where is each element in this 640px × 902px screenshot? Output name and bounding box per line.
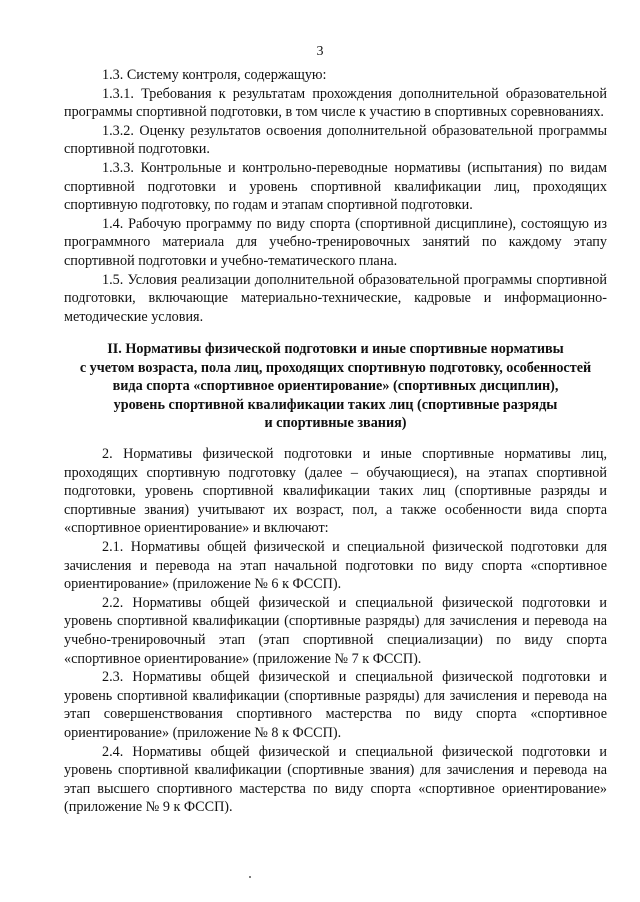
heading-line-5: и спортивные звания) xyxy=(264,415,407,432)
heading-line-3: вида спорта «спортивное ориентирование» (спортивных дисциплин), xyxy=(112,378,559,395)
paragraph-1-3-3: 1.3.3. Контрольные и контрольно-переводные нормативы (испытания) по видам спортивной подготовки и уровень спортивной квалификации лиц, проходящих спортивную подготовку, по годам и этапам спортивной подготовки. xyxy=(64,159,607,214)
section2-heading xyxy=(64,340,607,433)
paragraph-1-3-1: 1.3.1. Требования к результатам прохождения дополнительной образовательной программы спортивной подготовки, в том числе к участию в спортивных соревнованиях. xyxy=(64,85,607,121)
paragraph-1-3: 1.3. Систему контроля, содержащую: xyxy=(102,67,327,83)
heading-line-1: II. Нормативы физической подготовки и иные спортивные нормативы xyxy=(107,341,564,357)
section1-list xyxy=(64,66,607,326)
paragraph-2: 2. Нормативы физической подготовки и иные спортивные нормативы лиц, проходящих спортивную подготовку (далее – обучающиеся), на этапах спортивной подготовки, уровень спортивной квалификации таких лиц (спортивные разряды и спортивные звания) учитывают их возраст, пол, а также особенности вида спорта «спортивное ориентирование» и включают: xyxy=(64,446,607,537)
heading-line-2: с учетом возраста, пола лиц, проходящих спортивную подготовку, особенностей xyxy=(79,359,592,376)
scan-speck xyxy=(249,876,251,878)
section2-list xyxy=(64,445,607,817)
paragraph-1-3-2: 1.3.2. Оценку результатов освоения дополнительной образовательной программы спортивной подготовки. xyxy=(64,122,607,158)
paragraph-2-1: 2.1. Нормативы общей физической и специальной физической подготовки для зачисления и перевода на этап начальной подготовки по виду спорта «спортивное ориентирование» (приложение № 6 к ФССП). xyxy=(64,538,607,593)
page-number: 3 xyxy=(316,44,324,59)
paragraph-2-4: 2.4. Нормативы общей физической и специальной физической подготовки и уровень спортивной квалификации (спортивные звания) для зачисления и перевода на этап высшего спортивного мастерства по виду спорта «спортивное ориентирование» (приложение № 9 к ФССП). xyxy=(64,743,607,816)
paragraph-1-4: 1.4. Рабочую программу по виду спорта (спортивной дисциплине), состоящую из программного материала для учебно-тренировочных занятий по каждому этапу спортивной подготовки и учебно-тематического плана. xyxy=(64,215,607,269)
section-heading xyxy=(64,340,607,433)
paragraph-2-3: 2.3. Нормативы общей физической и специальной физической подготовки и уровень спортивной квалификации (спортивные разряды) для зачисления и перевода на этап совершенствования спортивного мастерства по виду спорта «спортивное ориентирование» (приложение № 8 к ФССП). xyxy=(64,669,607,741)
heading-line-4: уровень спортивной квалификации таких лиц (спортивные разряды xyxy=(113,396,558,413)
paragraph-2-2: 2.2. Нормативы общей физической и специальной физической подготовки и уровень спортивной квалификации (спортивные разряды) для зачисления и перевода на учебно-тренировочный этап (этап спортивной специализации) по виду спорта «спортивное ориентирование» (приложение № 7 к ФССП). xyxy=(64,594,607,667)
paragraph-1-5: 1.5. Условия реализации дополнительной образовательной программы спортивной подготовки, включающие материально-технические, кадровые и информационно-методические условия. xyxy=(64,271,607,325)
